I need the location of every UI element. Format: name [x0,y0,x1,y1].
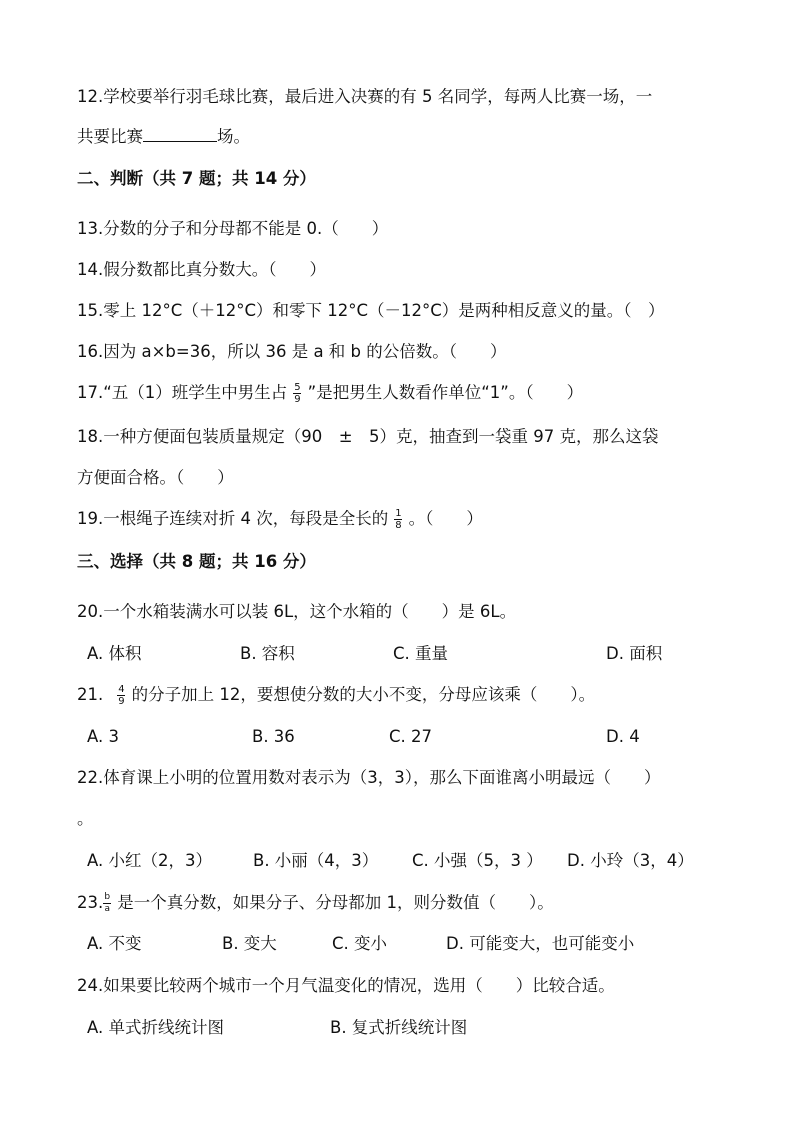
fraction [103,892,111,915]
question-22-line-1: 22.体育课上小明的位置用数对表示为（3，3），那么下面谁离小明最远（ ） [77,768,661,787]
section-2-title: 二、判断（共 7 题；共 14 分） [77,169,316,188]
question-20: 20.一个水箱装满水可以装 6L，这个水箱的（ ）是 6L。 [77,602,517,621]
question-15: 15.零上 12°C（＋12°C）和零下 12°C（－12°C）是两种相反意义的量。（ ） [77,301,665,320]
q21-option-a[interactable]: A. 3 [87,727,119,746]
answer-blank[interactable] [143,127,217,142]
question-18-line-1: 18.一种方便面包装质量规定（90 ± 5）克，抽查到一袋重 97 克，那么这袋 [77,427,659,446]
q17-post: ”是把男生人数看作单位“1”。（ ） [307,383,584,402]
q21-option-d[interactable]: D. 4 [606,727,640,746]
q12-pre: 共要比赛 [77,127,143,146]
question-23 [77,892,554,915]
question-19 [77,508,483,531]
question-12-line-1: 12.学校要举行羽毛球比赛，最后进入决赛的有 5 名同学，每两人比赛一场，一 [77,87,653,106]
q12-post: 场。 [217,127,250,146]
q23-pre: 23. [77,893,104,912]
question-17 [77,382,583,405]
q19-pre: 19.一根绳子连续对折 4 次，每段是全长的 [77,509,389,528]
section-3-title: 三、选择（共 8 题；共 16 分） [77,552,316,571]
question-18-line-2: 方便面合格。（ ） [77,468,234,487]
fraction [394,508,402,531]
q19-post: 。（ ） [408,509,483,528]
fraction-numerator: b [104,892,111,902]
q23-option-b[interactable]: B. 变大 [222,934,277,953]
q22-option-c[interactable]: C. 小强（5，3 ） [412,851,543,870]
q20-option-b[interactable]: B. 容积 [240,644,295,663]
fraction-denominator: 9 [118,696,125,707]
q23-option-a[interactable]: A. 不变 [87,934,142,953]
q23-option-d[interactable]: D. 可能变大，也可能变小 [446,934,635,953]
fraction-numerator: 5 [294,382,301,393]
q22-option-b[interactable]: B. 小丽（4，3） [253,851,379,870]
fraction [293,382,301,405]
q24-option-a[interactable]: A. 单式折线统计图 [87,1018,224,1037]
fraction-denominator: a [104,904,110,914]
q22-option-d[interactable]: D. 小玲（3，4） [567,851,694,870]
fraction-numerator: 1 [395,508,402,519]
question-16: 16.因为 a×b=36，所以 36 是 a 和 b 的公倍数。（ ） [77,342,507,361]
q21-pre: 21. [77,685,104,704]
q21-post: 的分子加上 12，要想使分数的大小不变，分母应该乘（ ）。 [131,685,596,704]
q20-option-a[interactable]: A. 体积 [87,644,142,663]
q23-option-c[interactable]: C. 变小 [332,934,388,953]
question-12-line-2 [77,126,250,148]
q21-option-b[interactable]: B. 36 [252,727,295,746]
question-13: 13.分数的分子和分母都不能是 0.（ ） [77,219,389,238]
q22-option-a[interactable]: A. 小红（2，3） [87,851,212,870]
q20-option-d[interactable]: D. 面积 [606,644,663,663]
question-22-line-2: 。 [77,809,94,828]
fraction-denominator: 8 [395,520,402,531]
fraction [117,684,125,707]
q24-option-b[interactable]: B. 复式折线统计图 [330,1018,468,1037]
question-21 [77,684,595,707]
fraction-denominator: 9 [294,394,301,405]
question-14: 14.假分数都比真分数大。（ ） [77,260,326,279]
question-24: 24.如果要比较两个城市一个月气温变化的情况，选用（ ）比较合适。 [77,976,615,995]
q23-post: 是一个真分数，如果分子、分母都加 1，则分数值（ ）。 [117,893,554,912]
q17-pre: 17.“五（1）班学生中男生占 [77,383,288,402]
q20-option-c[interactable]: C. 重量 [393,644,449,663]
q21-option-c[interactable]: C. 27 [389,727,433,746]
fraction-numerator: 4 [118,684,125,695]
